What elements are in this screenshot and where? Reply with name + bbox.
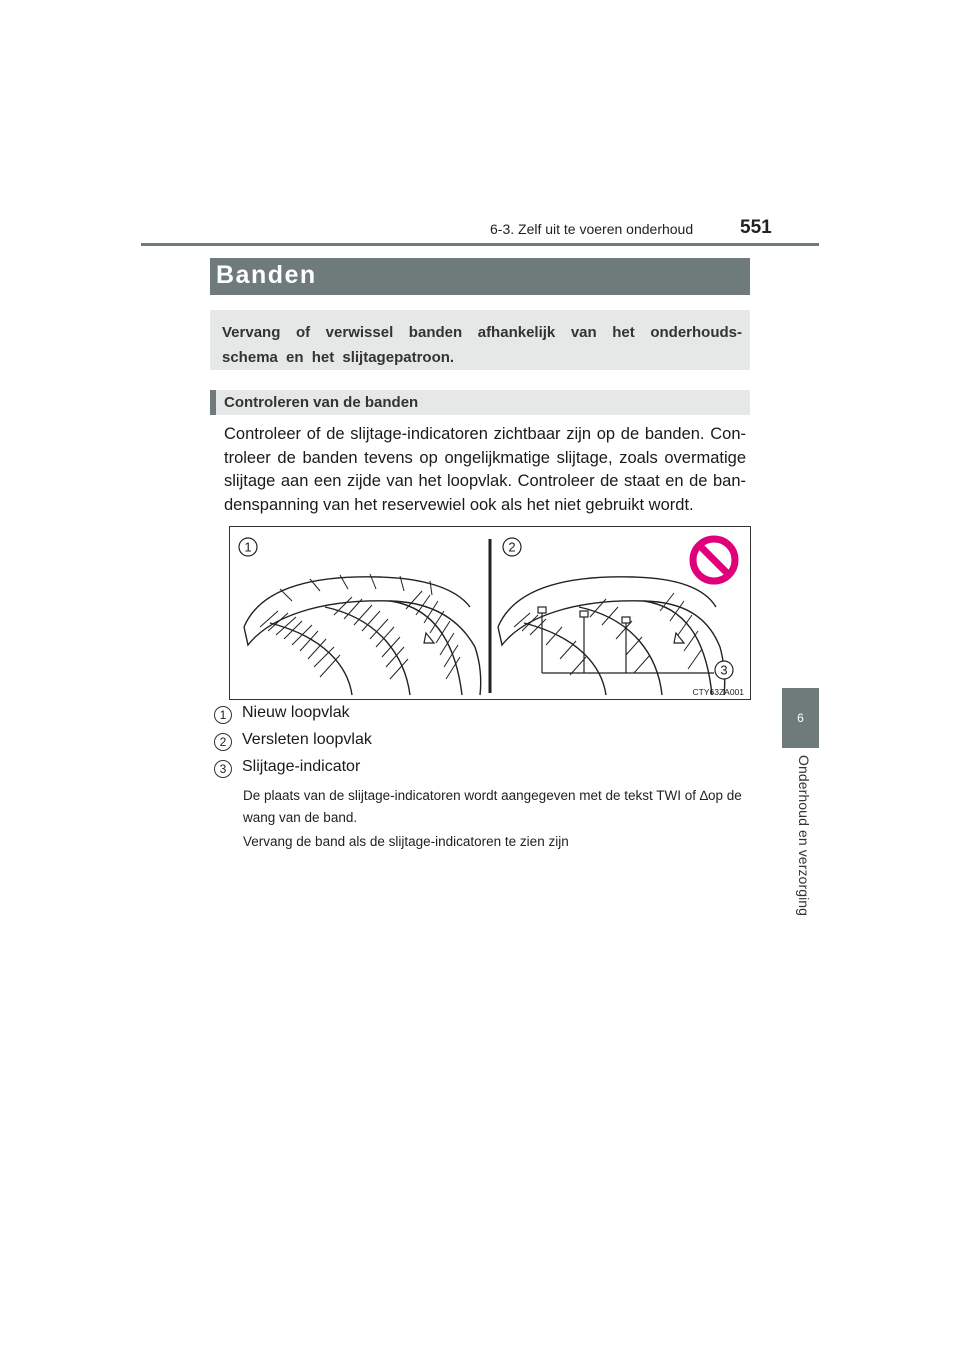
- svg-text:2: 2: [508, 539, 516, 555]
- worn-tread-illustration: [498, 577, 728, 695]
- note-replace: Vervang de band als de slijtage-indicatoren te zien zijn: [243, 834, 569, 849]
- legend-number: 2: [214, 733, 232, 751]
- intro-text: Vervang of verwissel banden afhankelijk van het onderhouds-schema en het slijtagepatroon.: [222, 324, 742, 366]
- figure-code: CTY63ZA001: [692, 687, 744, 697]
- legend-label: Versleten loopvlak: [242, 731, 372, 748]
- header-rule: [141, 243, 819, 246]
- callout-2: [503, 538, 521, 556]
- section-title: 6-3. Zelf uit te voeren onderhoud: [490, 221, 694, 237]
- chapter-number: 6: [797, 711, 804, 725]
- note-twi: De plaats van de slijtage-indicatoren wordt aangegeven met de tekst TWI of ∆op de wang van de band.: [243, 788, 742, 825]
- page-number: 551: [740, 217, 772, 238]
- callout-3: [715, 661, 733, 679]
- chapter-title: Onderhoud en verzorging: [796, 755, 812, 917]
- body-paragraph: Controleer of de slijtage-indicatoren zichtbaar zijn op de banden. Con-troleer de banden tevens op ongelijkmatige slijtage, zoals overmatige slijtage aan een zijde van het loopvlak. Controleer de staat en de ban-denspanning van het reservewiel ook als het niet gebruikt wordt.: [224, 425, 746, 514]
- tire-tread-figure: [229, 526, 751, 700]
- svg-text:3: 3: [720, 662, 728, 678]
- legend-label: Nieuw loopvlak: [242, 704, 350, 721]
- prohibit-icon: [693, 539, 735, 581]
- page-title: Banden: [216, 261, 317, 289]
- legend-label: Slijtage-indicator: [242, 758, 361, 775]
- legend-number: 1: [214, 706, 232, 724]
- new-tread-illustration: [244, 574, 481, 695]
- chapter-tab[interactable]: [782, 688, 819, 748]
- svg-text:1: 1: [244, 539, 252, 555]
- subheading-accent: [210, 390, 216, 415]
- callout-1: [239, 538, 257, 556]
- subheading: Controleren van de banden: [224, 394, 419, 411]
- legend-number: 3: [214, 760, 232, 778]
